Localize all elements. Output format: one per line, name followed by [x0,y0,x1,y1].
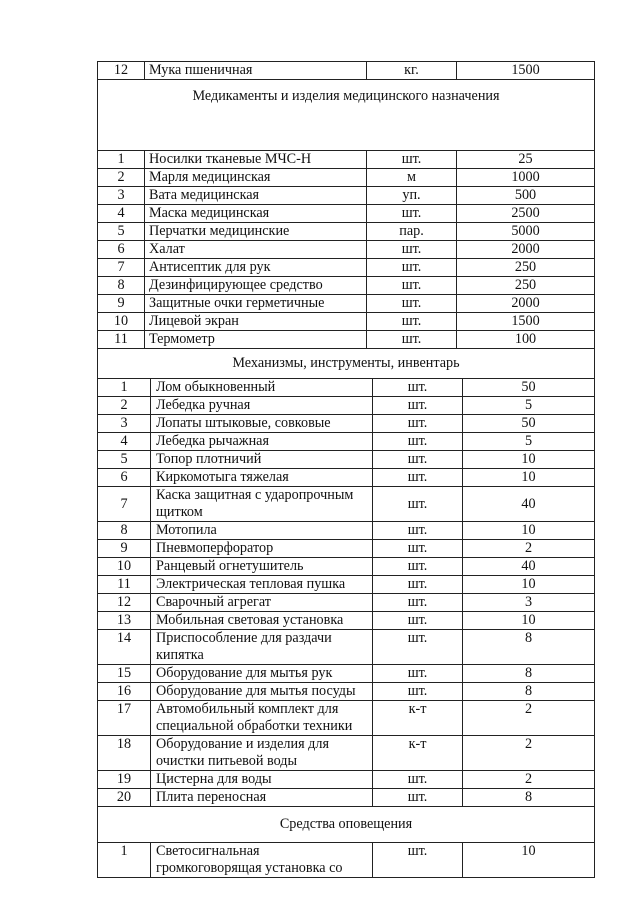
item-name: Оборудование для мытья рук [151,665,373,683]
item-name: Антисептик для рук [145,259,367,277]
item-quantity: 25 [457,151,595,169]
table-food-med [97,61,595,379]
item-name: Пневмоперфоратор [151,540,373,558]
section-header-row [98,349,595,379]
item-unit: шт. [367,205,457,223]
item-name: Плита переносная [151,789,373,807]
item-quantity: 10 [463,469,595,487]
item-unit: шт. [373,558,463,576]
row-number: 15 [98,665,151,683]
table-row [98,169,595,187]
item-name: Лицевой экран [145,313,367,331]
item-name: Электрическая тепловая пушка [151,576,373,594]
row-number: 19 [98,771,151,789]
table-row [98,277,595,295]
item-quantity: 1500 [457,313,595,331]
item-name: Перчатки медицинские [145,223,367,241]
row-number: 7 [98,259,145,277]
row-number: 2 [98,169,145,187]
table-row [98,665,595,683]
section-title-medical: Медикаменты и изделия медицинского назначения [98,80,595,151]
row-number: 9 [98,540,151,558]
item-unit: уп. [367,187,457,205]
item-name: Цистерна для воды [151,771,373,789]
item-quantity: 8 [463,789,595,807]
item-name: Марля медицинская [145,169,367,187]
item-name: Халат [145,241,367,259]
item-unit: шт. [373,540,463,558]
table-row [98,295,595,313]
item-unit: шт. [367,241,457,259]
item-quantity: 8 [463,630,595,665]
item-quantity: 5 [463,433,595,451]
item-unit: шт. [373,665,463,683]
item-quantity: 40 [463,487,595,522]
item-quantity: 8 [463,665,595,683]
item-name: Киркомотыга тяжелая [151,469,373,487]
item-quantity: 50 [463,415,595,433]
item-unit: к-т [373,701,463,736]
item-name: Вата медицинская [145,187,367,205]
row-number: 2 [98,397,151,415]
item-unit: шт. [373,843,463,878]
item-quantity: 10 [463,612,595,630]
row-number: 4 [98,205,145,223]
item-unit: шт. [367,295,457,313]
table-row [98,540,595,558]
table-row [98,259,595,277]
table-row [98,630,595,665]
table-row [98,415,595,433]
row-number: 11 [98,331,145,349]
item-quantity: 2500 [457,205,595,223]
section-title-alert: Средства оповещения [98,807,595,843]
item-quantity: 2 [463,540,595,558]
item-unit: шт. [373,433,463,451]
item-quantity: 250 [457,277,595,295]
row-number: 20 [98,789,151,807]
table-row [98,558,595,576]
table-row [98,151,595,169]
table-row [98,612,595,630]
item-name: Сварочный агрегат [151,594,373,612]
table-row [98,397,595,415]
row-number: 16 [98,683,151,701]
item-unit: к-т [373,736,463,771]
table-row [98,241,595,259]
row-number: 10 [98,558,151,576]
item-name: Мобильная световая установка [151,612,373,630]
item-unit: шт. [373,789,463,807]
item-unit: шт. [373,415,463,433]
item-name: Автомобильный комплект для специальной обработки техники [151,701,373,736]
item-unit: шт. [373,630,463,665]
row-number: 11 [98,576,151,594]
item-unit: шт. [373,683,463,701]
row-number: 9 [98,295,145,313]
item-quantity: 2 [463,771,595,789]
item-quantity: 10 [463,522,595,540]
item-name: Термометр [145,331,367,349]
item-name: Оборудование и изделия для очистки питьевой воды [151,736,373,771]
row-number: 12 [98,62,145,80]
row-number: 7 [98,487,151,522]
item-name: Светосигнальная громкоговорящая установка со [151,843,373,878]
item-quantity: 1500 [457,62,595,80]
item-unit: шт. [367,331,457,349]
item-name: Защитные очки герметичные [145,295,367,313]
table-row [98,771,595,789]
section-header-row [98,80,595,151]
row-number: 13 [98,612,151,630]
item-unit: шт. [367,259,457,277]
item-unit: шт. [367,151,457,169]
row-number: 5 [98,451,151,469]
item-name: Оборудование для мытья посуды [151,683,373,701]
row-number: 4 [98,433,151,451]
table-row [98,736,595,771]
item-name: Топор плотничий [151,451,373,469]
item-quantity: 2000 [457,241,595,259]
item-quantity: 100 [457,331,595,349]
item-name: Лебедка рычажная [151,433,373,451]
row-number: 6 [98,469,151,487]
section-header-row [98,807,595,843]
item-unit: шт. [373,379,463,397]
table-row [98,62,595,80]
item-unit: шт. [373,522,463,540]
table-row [98,522,595,540]
item-quantity: 5000 [457,223,595,241]
item-name: Мотопила [151,522,373,540]
document-page [97,61,594,878]
item-unit: шт. [373,487,463,522]
item-quantity: 8 [463,683,595,701]
row-number: 8 [98,522,151,540]
row-number: 1 [98,379,151,397]
table-row [98,187,595,205]
item-unit: шт. [373,576,463,594]
item-name: Лом обыкновенный [151,379,373,397]
item-quantity: 40 [463,558,595,576]
item-unit: кг. [367,62,457,80]
item-name: Маска медицинская [145,205,367,223]
table-row [98,223,595,241]
item-quantity: 500 [457,187,595,205]
table-row [98,451,595,469]
item-unit: шт. [373,771,463,789]
row-number: 6 [98,241,145,259]
item-quantity: 250 [457,259,595,277]
item-unit: шт. [373,451,463,469]
section-title-tools: Механизмы, инструменты, инвентарь [98,349,595,379]
item-unit: шт. [373,594,463,612]
item-quantity: 10 [463,843,595,878]
table-row [98,701,595,736]
item-unit: шт. [367,313,457,331]
item-unit: м [367,169,457,187]
item-unit: пар. [367,223,457,241]
item-quantity: 10 [463,576,595,594]
item-unit: шт. [367,277,457,295]
row-number: 1 [98,843,151,878]
row-number: 8 [98,277,145,295]
item-quantity: 5 [463,397,595,415]
item-unit: шт. [373,469,463,487]
item-name: Лебедка ручная [151,397,373,415]
table-row [98,205,595,223]
table-row [98,379,595,397]
item-name: Лопаты штыковые, совковые [151,415,373,433]
table-row [98,683,595,701]
row-number: 18 [98,736,151,771]
row-number: 14 [98,630,151,665]
row-number: 10 [98,313,145,331]
row-number: 12 [98,594,151,612]
item-name: Приспособление для раздачи кипятка [151,630,373,665]
item-name: Каска защитная с ударопрочным щитком [151,487,373,522]
table-row [98,576,595,594]
row-number: 3 [98,415,151,433]
item-quantity: 2000 [457,295,595,313]
item-name: Мука пшеничная [145,62,367,80]
table-row [98,843,595,878]
row-number: 1 [98,151,145,169]
item-unit: шт. [373,397,463,415]
row-number: 5 [98,223,145,241]
row-number: 3 [98,187,145,205]
item-name: Ранцевый огнетушитель [151,558,373,576]
item-quantity: 2 [463,736,595,771]
row-number: 17 [98,701,151,736]
item-quantity: 1000 [457,169,595,187]
table-row [98,487,595,522]
table-tools [97,378,595,878]
table-row [98,789,595,807]
item-quantity: 3 [463,594,595,612]
table-row [98,433,595,451]
item-unit: шт. [373,612,463,630]
table-row [98,469,595,487]
item-name: Носилки тканевые МЧС-Н [145,151,367,169]
item-quantity: 10 [463,451,595,469]
table-row [98,331,595,349]
item-quantity: 2 [463,701,595,736]
table-row [98,594,595,612]
table-row [98,313,595,331]
item-quantity: 50 [463,379,595,397]
item-name: Дезинфицирующее средство [145,277,367,295]
